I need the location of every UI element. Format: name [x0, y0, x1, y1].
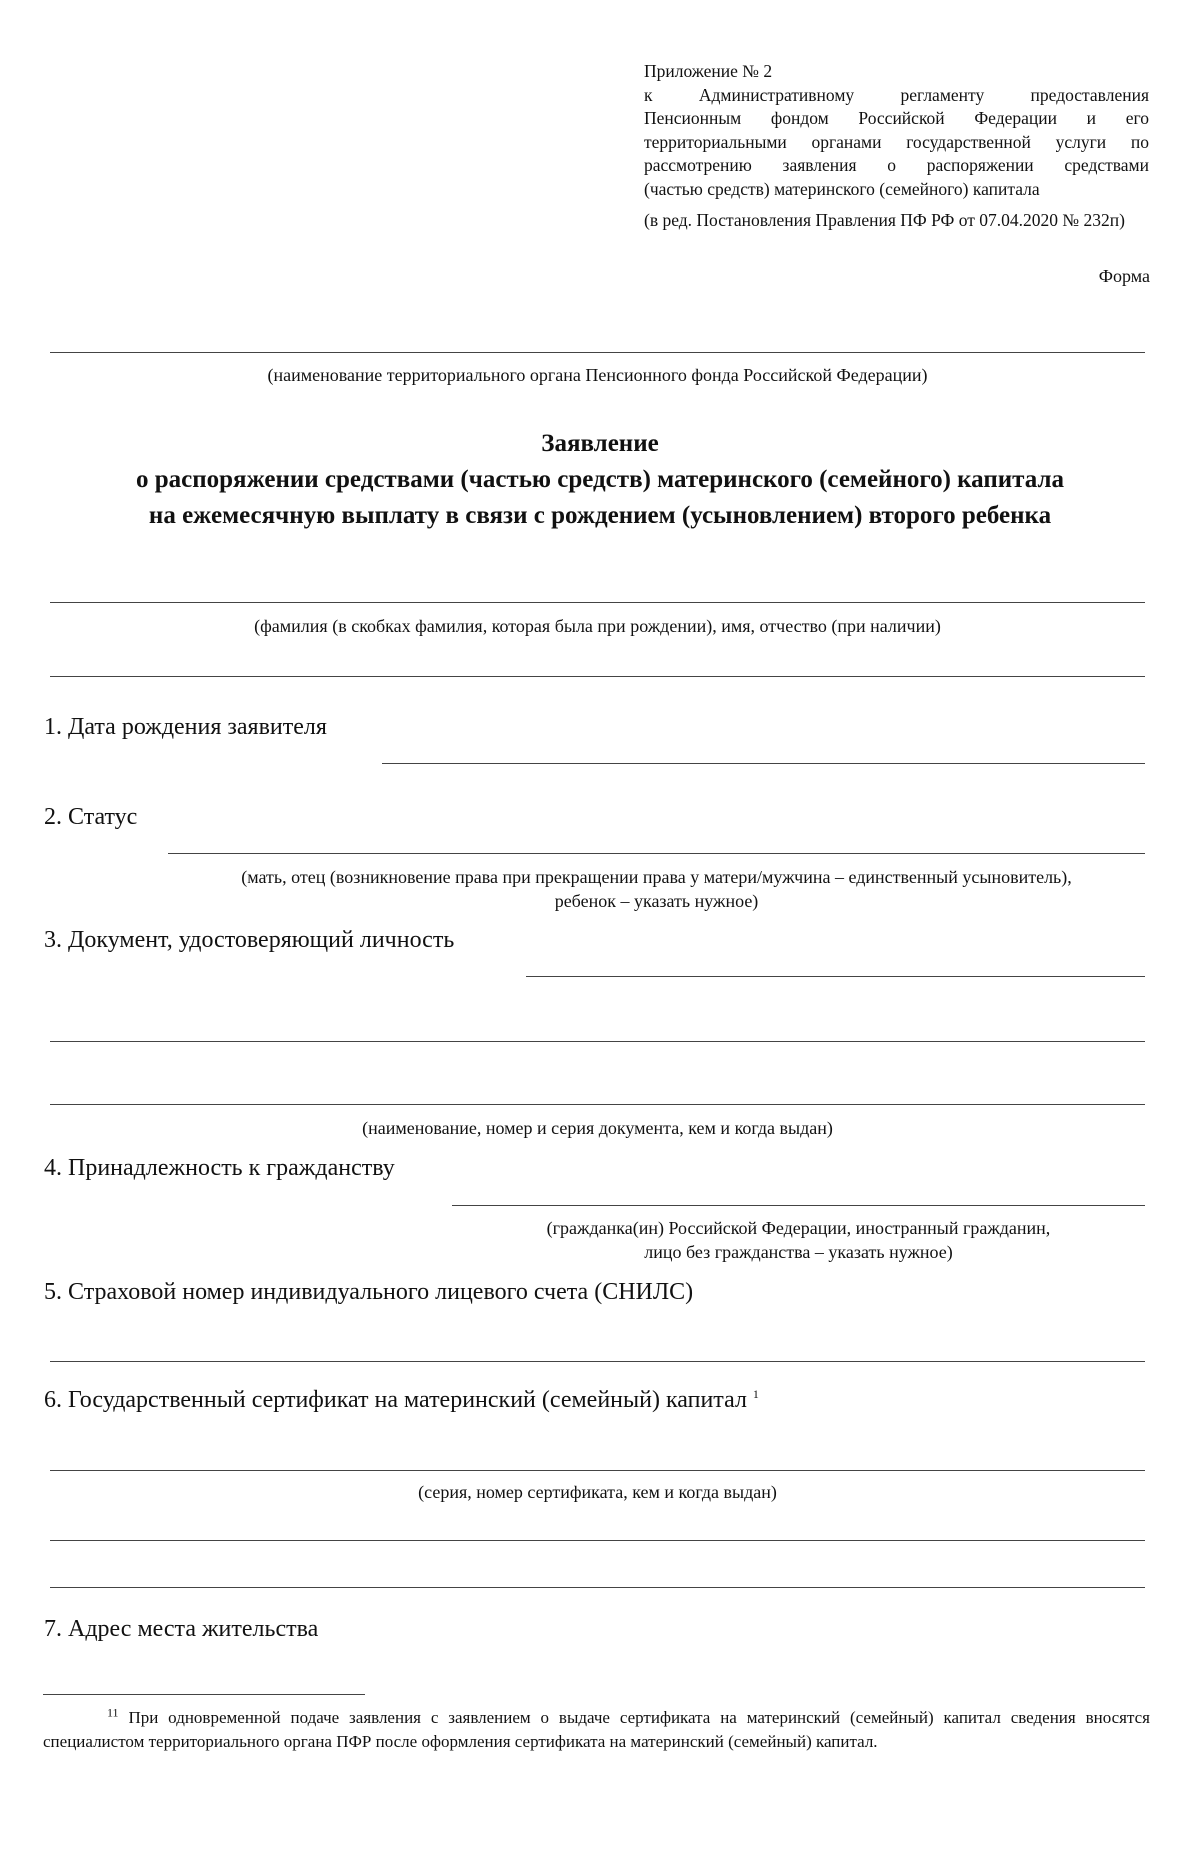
document-subtitle-line1: о распоряжении средствами (частью средств) материнского (семейного) капитала [135, 466, 1064, 493]
item-5-label: 5. Страховой номер индивидуального лицевого счета (СНИЛС) [44, 1279, 694, 1305]
certificate-field[interactable] [50, 1470, 1145, 1471]
territorial-body-caption: (наименование территориального органа Пенсионного фонда Российской Федерации) [267, 365, 928, 385]
identity-document-field-3[interactable] [50, 1104, 1145, 1105]
applicant-name-field-2[interactable] [50, 676, 1145, 677]
appendix-line: (частью средств) материнского (семейного) капитала [644, 178, 1040, 199]
appendix-number: Приложение № 2 [644, 61, 773, 81]
status-caption-line2: ребенок – указать нужное) [554, 891, 759, 911]
item-6-label-text: 6. Государственный сертификат на материнский (семейный) капитал [44, 1387, 747, 1413]
item-6-label [44, 1385, 759, 1415]
applicant-name-field[interactable] [50, 602, 1145, 603]
snils-field[interactable] [50, 1361, 1145, 1362]
appendix-line: к Административному регламенту предоставления [644, 84, 1149, 105]
certificate-caption: (серия, номер сертификата, кем и когда выдан) [418, 1482, 777, 1502]
footnote-separator [43, 1694, 365, 1695]
appendix-line: территориальными органами государственной услуги по [644, 131, 1149, 152]
appendix-line: рассмотрению заявления о распоряжении средствами [644, 155, 1149, 175]
appendix-block [644, 60, 1149, 233]
status-caption-line1: (мать, отец (возникновение права при прекращении права у матери/мужчина – единственный усыновитель), [241, 867, 1072, 887]
birth-date-field[interactable] [382, 763, 1145, 764]
footnote-reference: 1 [752, 1387, 759, 1401]
status-field[interactable] [168, 853, 1145, 854]
territorial-body-field[interactable] [50, 352, 1145, 353]
item-1-label: 1. Дата рождения заявителя [44, 714, 327, 740]
item-4-label: 4. Принадлежность к гражданству [44, 1155, 395, 1181]
item-3-label: 3. Документ, удостоверяющий личность [44, 927, 455, 953]
citizenship-field[interactable] [452, 1205, 1145, 1206]
identity-document-field[interactable] [526, 976, 1145, 977]
appendix-line: Пенсионным фондом Российской Федерации и его [644, 108, 1149, 128]
item-2-label: 2. Статус [44, 804, 138, 830]
identity-document-caption: (наименование, номер и серия документа, кем и когда выдан) [362, 1118, 833, 1138]
item-7-label: 7. Адрес места жительства [44, 1616, 319, 1642]
document-subtitle-line2: на ежемесячную выплату в связи с рождением (усыновлением) второго ребенка [148, 502, 1052, 529]
certificate-field-2[interactable] [50, 1540, 1145, 1541]
applicant-name-caption: (фамилия (в скобках фамилия, которая была при рождении), имя, отчество (при наличии) [254, 616, 941, 636]
identity-document-field-2[interactable] [50, 1041, 1145, 1042]
footnote-marker: 11 [107, 1705, 119, 1720]
form-label: Форма [1098, 266, 1150, 286]
footnote [43, 1706, 1150, 1754]
citizenship-caption-line1: (гражданка(ин) Российской Федерации, иностранный гражданин, [546, 1218, 1051, 1238]
citizenship-caption-line2: лицо без гражданства – указать нужное) [644, 1242, 953, 1262]
certificate-field-3[interactable] [50, 1587, 1145, 1588]
document-title: Заявление [541, 430, 659, 457]
footnote-text: При одновременной подаче заявления с заявлением о выдаче сертификата на материнский (семейный) капитал сведения вносятся специалистом территориального органа ПФР после оформления сертификата на материнский (семейный) капитал. [43, 1708, 1150, 1751]
amendment-note: (в ред. Постановления Правления ПФ РФ от 07.04.2020 № 232п) [644, 210, 1125, 230]
